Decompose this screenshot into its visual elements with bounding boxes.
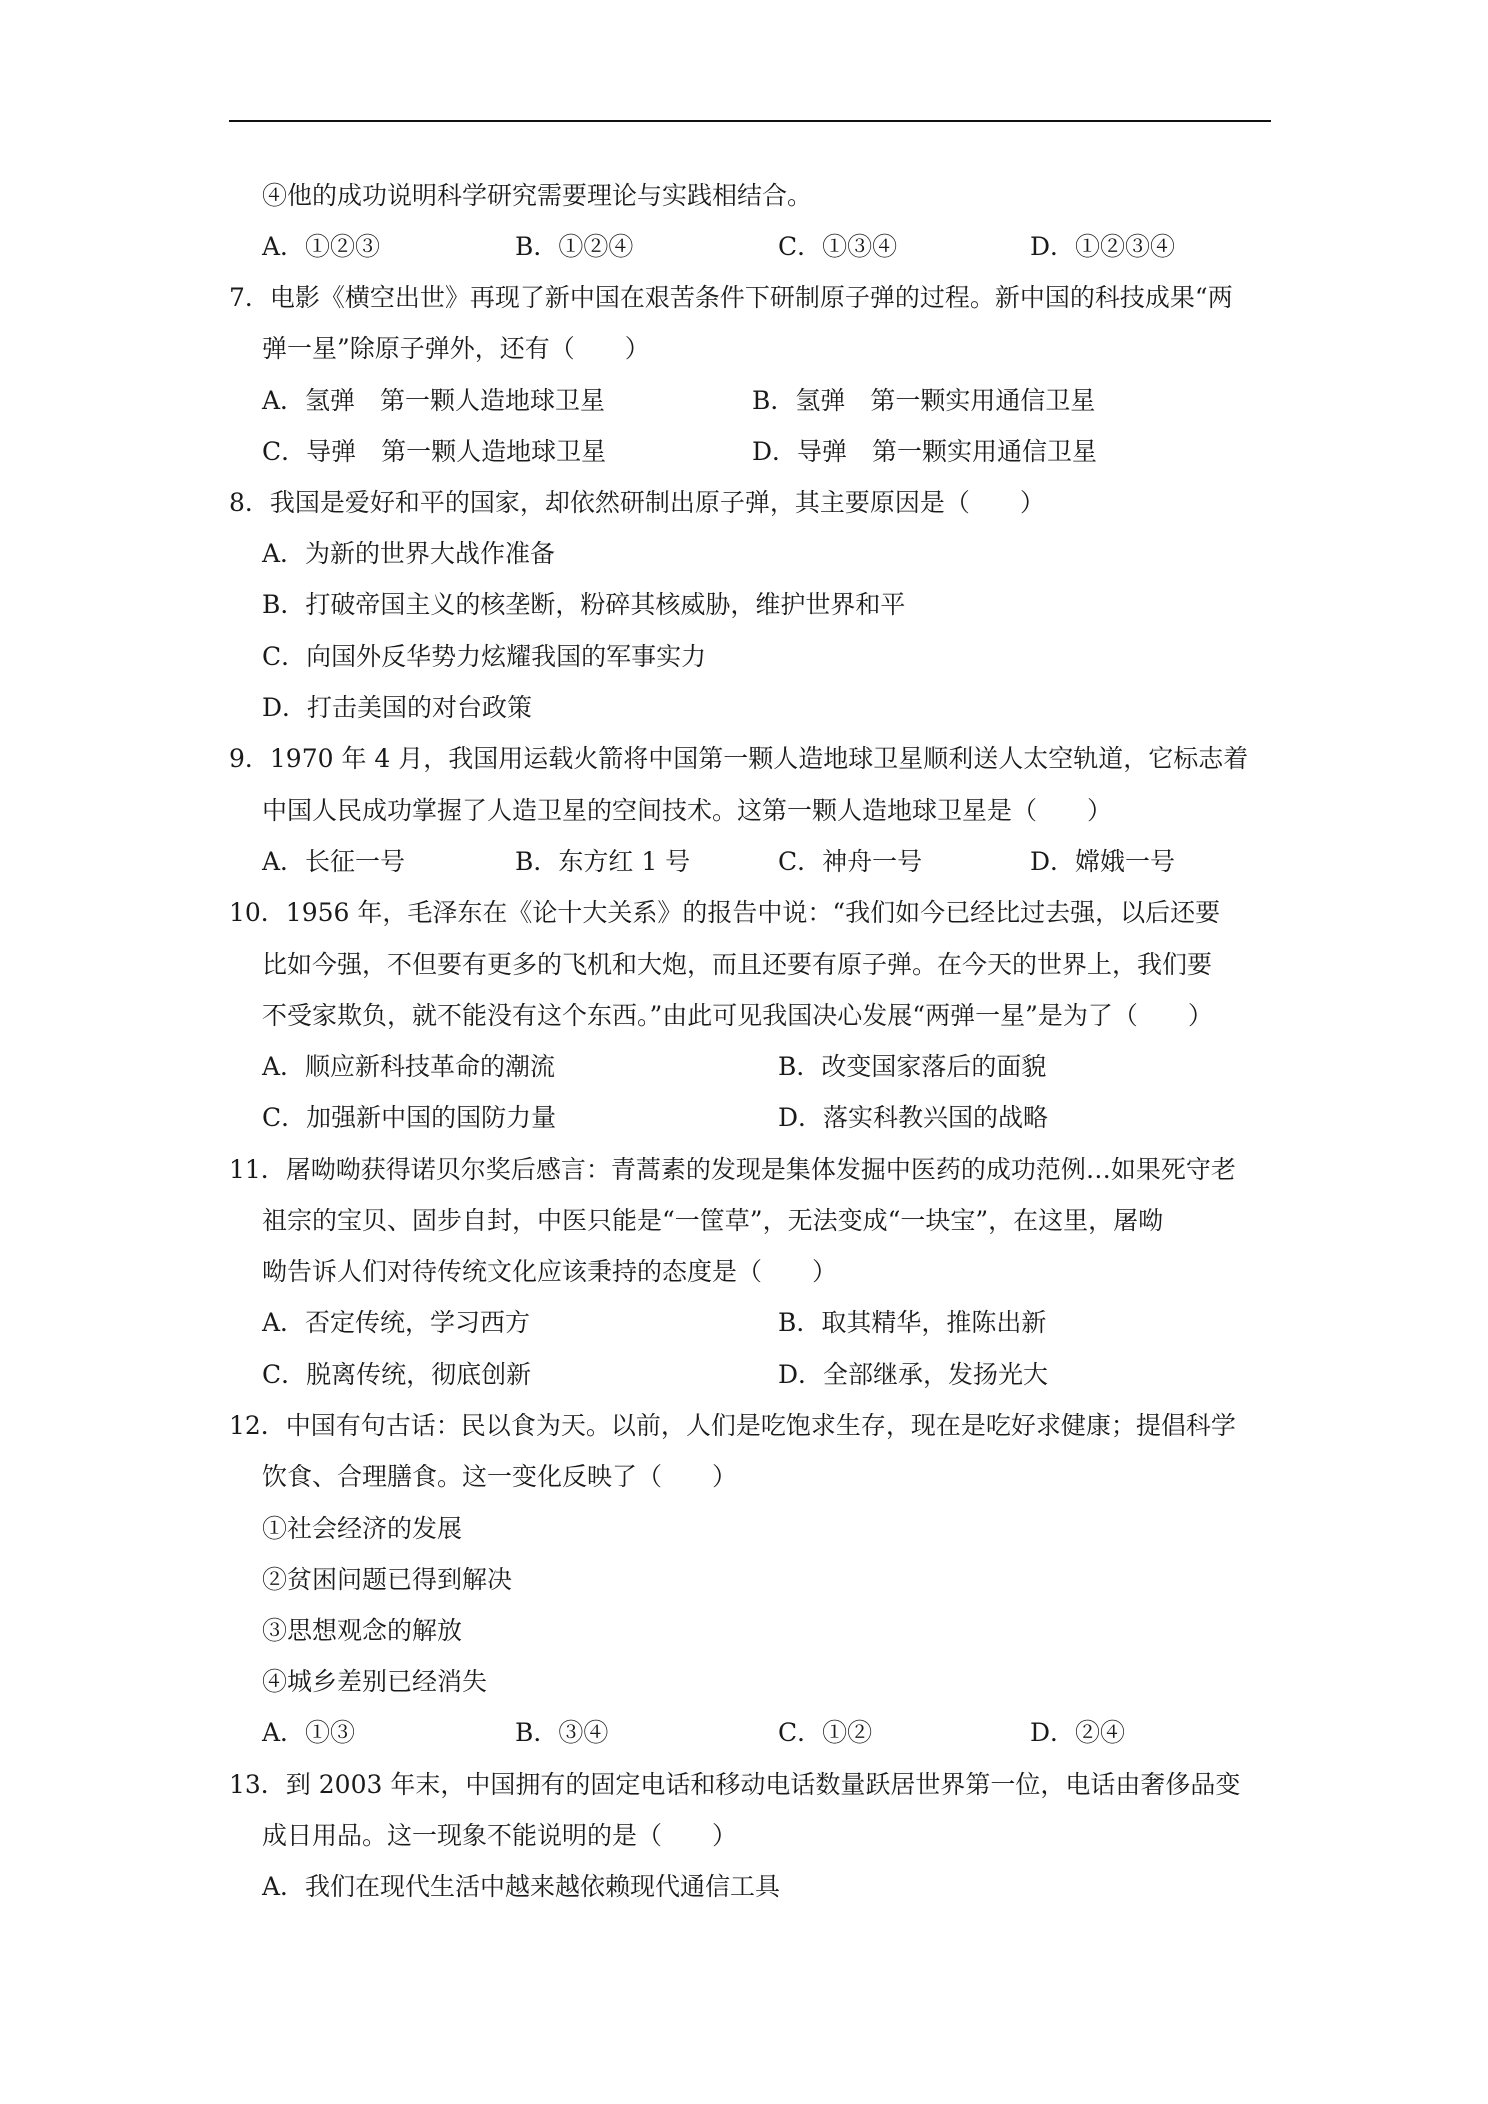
q6-option-b: B．①②④	[515, 232, 634, 261]
q9-stem-line-1: 9．1970 年 4 月，我国用运载火箭将中国第一颗人造地球卫星顺利送人太空轨道，它标志着	[229, 744, 1249, 773]
q8-option-a: A．为新的世界大战作准备	[262, 539, 556, 568]
q10-option-b: B．改变国家落后的面貌	[778, 1052, 1047, 1081]
q12-option-c: C．①②	[778, 1718, 873, 1747]
q6-statement-4: ④他的成功说明科学研究需要理论与实践相结合。	[262, 181, 813, 210]
q8-option-b: B．打破帝国主义的核垄断，粉碎其核威胁，维护世界和平	[262, 590, 906, 619]
q10-option-d: D．落实科教兴国的战略	[778, 1103, 1049, 1132]
q11-stem-line-3: 呦告诉人们对待传统文化应该秉持的态度是（ ）	[262, 1257, 838, 1286]
q12-stem-line-1: 12．中国有句古话：民以食为天。以前，人们是吃饱求生存，现在是吃好求健康；提倡科学	[229, 1411, 1236, 1440]
q10-option-a: A．顺应新科技革命的潮流	[262, 1052, 556, 1081]
q8-stem: 8．我国是爱好和平的国家，却依然研制出原子弹，其主要原因是（ ）	[229, 488, 1045, 517]
q12-option-a: A．①③	[262, 1718, 356, 1747]
q6-option-c: C．①③④	[778, 232, 898, 261]
q10-stem-line-3: 不受家欺负，就不能没有这个东西。”由此可见我国决心发展“两弹一星”是为了（ ）	[262, 1001, 1213, 1030]
q9-stem-line-2: 中国人民成功掌握了人造卫星的空间技术。这第一颗人造地球卫星是（ ）	[262, 796, 1113, 825]
q13-option-a: A．我们在现代生活中越来越依赖现代通信工具	[262, 1872, 781, 1901]
q9-option-c: C．神舟一号	[778, 847, 923, 876]
q13-stem-line-2: 成日用品。这一现象不能说明的是（ ）	[262, 1821, 738, 1850]
q8-option-d: D．打击美国的对台政策	[262, 693, 533, 722]
q7-option-b: B．氢弹 第一颗实用通信卫星	[752, 386, 1096, 415]
q12-stem-line-2: 饮食、合理膳食。这一变化反映了（ ）	[262, 1462, 738, 1491]
q10-stem-line-1: 10．1956 年，毛泽东在《论十大关系》的报告中说：“我们如今已经比过去强，以后还要	[229, 898, 1221, 927]
q11-option-b: B．取其精华，推陈出新	[778, 1308, 1047, 1337]
q7-option-d: D．导弹 第一颗实用通信卫星	[752, 437, 1098, 466]
q11-stem-line-2: 祖宗的宝贝、固步自封，中医只能是“一筐草”，无法变成“一块宝”，在这里，屠呦	[262, 1206, 1164, 1235]
q12-statement-2: ②贫困问题已得到解决	[262, 1565, 513, 1594]
q12-option-b: B．③④	[515, 1718, 609, 1747]
q9-option-a: A．长征一号	[262, 847, 406, 876]
q12-statement-3: ③思想观念的解放	[262, 1616, 463, 1645]
header-rule	[229, 120, 1271, 122]
q9-option-b: B．东方红 1 号	[515, 847, 691, 876]
q12-statement-4: ④城乡差别已经消失	[262, 1667, 488, 1696]
q12-option-d: D．②④	[1030, 1718, 1126, 1747]
q11-option-c: C．脱离传统，彻底创新	[262, 1360, 532, 1389]
q6-option-a: A．①②③	[262, 232, 381, 261]
q6-option-d: D．①②③④	[1030, 232, 1176, 261]
q10-stem-line-2: 比如今强，不但要有更多的飞机和大炮，而且还要有原子弹。在今天的世界上，我们要	[262, 950, 1213, 979]
q9-option-d: D．嫦娥一号	[1030, 847, 1176, 876]
q7-option-a: A．氢弹 第一颗人造地球卫星	[262, 386, 606, 415]
q11-option-d: D．全部继承，发扬光大	[778, 1360, 1049, 1389]
q7-stem-line-1: 7．电影《横空出世》再现了新中国在艰苦条件下研制原子弹的过程。新中国的科技成果“两	[229, 283, 1233, 312]
q10-option-c: C．加强新中国的国防力量	[262, 1103, 557, 1132]
q13-stem-line-1: 13．到 2003 年末，中国拥有的固定电话和移动电话数量跃居世界第一位，电话由奢侈品变	[229, 1770, 1241, 1799]
q7-option-c: C．导弹 第一颗人造地球卫星	[262, 437, 607, 466]
q12-statement-1: ①社会经济的发展	[262, 1514, 463, 1543]
q11-stem-line-1: 11．屠呦呦获得诺贝尔奖后感言：青蒿素的发现是集体发掘中医药的成功范例…如果死守老	[229, 1155, 1236, 1184]
q7-stem-line-2: 弹一星”除原子弹外，还有（ ）	[262, 334, 650, 363]
q11-option-a: A．否定传统，学习西方	[262, 1308, 531, 1337]
q8-option-c: C．向国外反华势力炫耀我国的军事实力	[262, 642, 707, 671]
